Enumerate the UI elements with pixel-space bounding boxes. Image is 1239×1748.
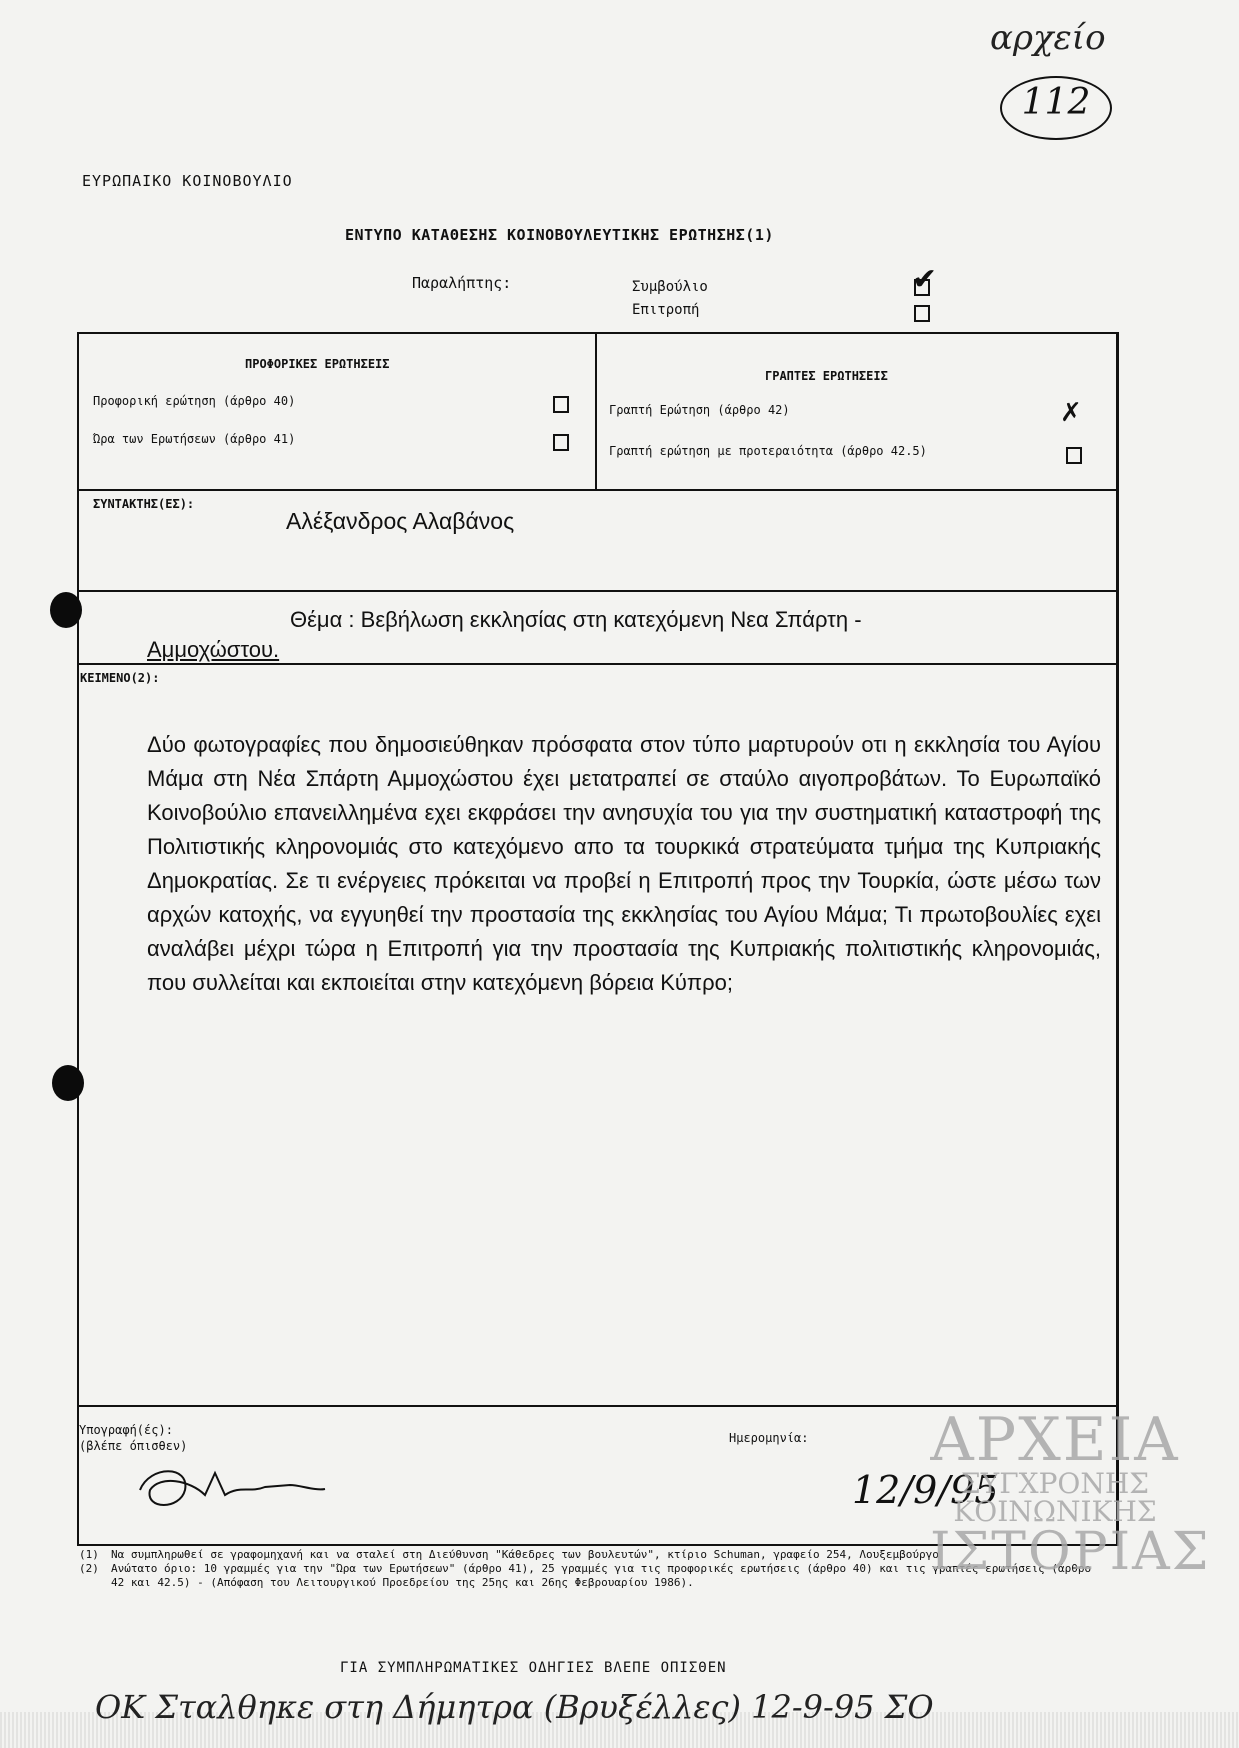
footnote-text: Ανώτατο όριο: 10 γραμμές για την "Ώρα των Ερωτήσεων" (άρθρο 41), 25 γραμμές για τις προφορικές ερωτήσεις (άρθρο 40) και τις γραπτές ερωτήσεις (άρθρο 42 και 42.5) - (Απόφαση του Λειτουργικού Προεδρείου της 25ης και 26ης Φεβρουαρίου 1986). (111, 1562, 1092, 1589)
x-mark-icon: ✗ (1060, 398, 1082, 428)
punch-hole (52, 1065, 84, 1101)
footnote-number: (1) (79, 1548, 99, 1561)
signature-label (79, 1422, 187, 1454)
divider (77, 663, 1117, 665)
watermark-line: ΙΣΤΟΡΙΑΣ (930, 1522, 1211, 1582)
archive-number: 112 (1021, 82, 1091, 123)
written-question-option: Γραπτή Ερώτηση (άρθρο 42) (609, 403, 790, 417)
column-divider (595, 332, 597, 489)
commission-checkbox[interactable] (914, 305, 930, 322)
subject-line: Θέμα : Βεβήλωση εκκλησίας στη κατεχόμενη Νεα Σπάρτη - (290, 607, 862, 632)
signature-label-line2: (βλέπε όπισθεν) (79, 1439, 188, 1453)
question-time-checkbox[interactable] (553, 434, 569, 451)
watermark-line: ΣΥΓΧΡΟΝΗΣ (960, 1467, 1150, 1500)
written-questions-header: ΓΡΑΠΤΕΣ ΕΡΩΤΗΣΕΙΣ (765, 369, 888, 383)
bottom-instructions-note: ΓΙΑ ΣΥΜΠΛΗΡΩΜΑΤΙΚΕΣ ΟΔΗΓΙΕΣ ΒΛΕΠΕ ΟΠΙΣΘΕΝ (340, 1660, 727, 1676)
priority-written-question-option: Γραπτή ερώτηση με προτεραιότητα (άρθρο 42.5) (609, 444, 927, 458)
oral-question-checkbox[interactable] (553, 396, 569, 413)
recipient-label: Παραλήπτης: (412, 274, 512, 292)
oral-question-option: Προφορική ερώτηση (άρθρο 40) (93, 394, 296, 408)
recipient-option-council: Συμβούλιο (632, 279, 708, 295)
divider (77, 489, 1117, 491)
watermark-line: ΑΡΧΕΙΑ (930, 1405, 1180, 1475)
question-body-text: Δύο φωτογραφίες που δημοσιεύθηκαν πρόσφατα στον τύπο μαρτυρούν οτι η εκκλησία του Αγίου Μάμα στη Νέα Σπάρτη Αμμοχώστου έχει μετατραπεί σε σταύλο αιγοπροβάτων. Το Ευρωπαϊκό Κοινοβούλιο επανειλλημένα εχει εκφράσει την ανησυχία του για την συστηματική καταστροφή της Πολιτιστικής κληρονομιάς στο κατεχόμενο απο τα τουρκικά στρατεύματα τμήμα της Κυπριακής Δημοκρατίας. Σε τι ενέργειες πρόκειται να προβεί η Επιτροπή προς την Τουρκία, ώστε μέσω των αρχών κατοχής, να εγγυηθεί την προστασία της εκκλησίας του Αγίου Μάμα; Τι πρωτοβουλίες εχει αναλάβει μέχρι τώρα η Επιτροπή για την προστασία της Κυπριακής πολιτιστικής κληρονομιάς, που συλλείται και εκποιείται στην κατεχόμενη βόρεια Κύπρο; (147, 732, 1101, 995)
question-time-option: Ώρα των Ερωτήσεων (άρθρο 41) (93, 432, 296, 446)
handwritten-signature (130, 1455, 330, 1515)
text-label: ΚΕΙΜΕΝΟ(2): (80, 671, 160, 685)
recipient-option-commission: Επιτροπή (632, 302, 700, 318)
oral-questions-header: ΠΡΟΦΟΡΙΚΕΣ ΕΡΩΤΗΣΕΙΣ (245, 357, 390, 371)
organization-name: ΕΥΡΩΠΑΙΚΟ ΚΟΙΝΟΒΟΥΛΙΟ (82, 172, 293, 190)
footnote-text: Να συμπληρωθεί σε γραφομηχανή και να σταλεί στη Διεύθυνση "Κάθεδρες των βουλευτών", κτίριο Schuman, γραφείο 254, Λουξεμβούργο (111, 1548, 939, 1561)
footnote-number: (2) (79, 1562, 99, 1575)
watermark-line: ΚΟΙΝΩΝΙΚΗΣ (953, 1495, 1157, 1528)
signature-date: 12/9/95 (852, 1468, 999, 1512)
archive-watermark (930, 1405, 1211, 1582)
date-label: Ημερομηνία: (729, 1431, 809, 1445)
priority-written-checkbox[interactable] (1066, 447, 1082, 464)
check-mark-icon: ✔ (912, 262, 938, 297)
signature-label-line1: Υπογραφή(ές): (79, 1423, 173, 1437)
authors-label: ΣΥΝΤΑΚΤΗΣ(ΕΣ): (93, 497, 195, 511)
archive-handwritten-note: αρχείο (990, 18, 1106, 58)
form-title: ΕΝΤΥΠΟ ΚΑΤΑΘΕΣΗΣ ΚΟΙΝΟΒΟΥΛΕΥΤΙΚΗΣ ΕΡΩΤΗΣΗΣ(1) (345, 226, 774, 244)
punch-hole (50, 592, 82, 628)
subject-line-continued: Αμμοχώστου. (147, 637, 280, 662)
handwritten-bottom-note: ΟΚ Σταλθηκε στη Δήμητρα (Βρυξέλλες) 12-9-95 ΣΟ (95, 1688, 934, 1726)
author-name: Αλέξανδρος Αλαβάνος (286, 508, 515, 534)
divider (77, 590, 1117, 592)
